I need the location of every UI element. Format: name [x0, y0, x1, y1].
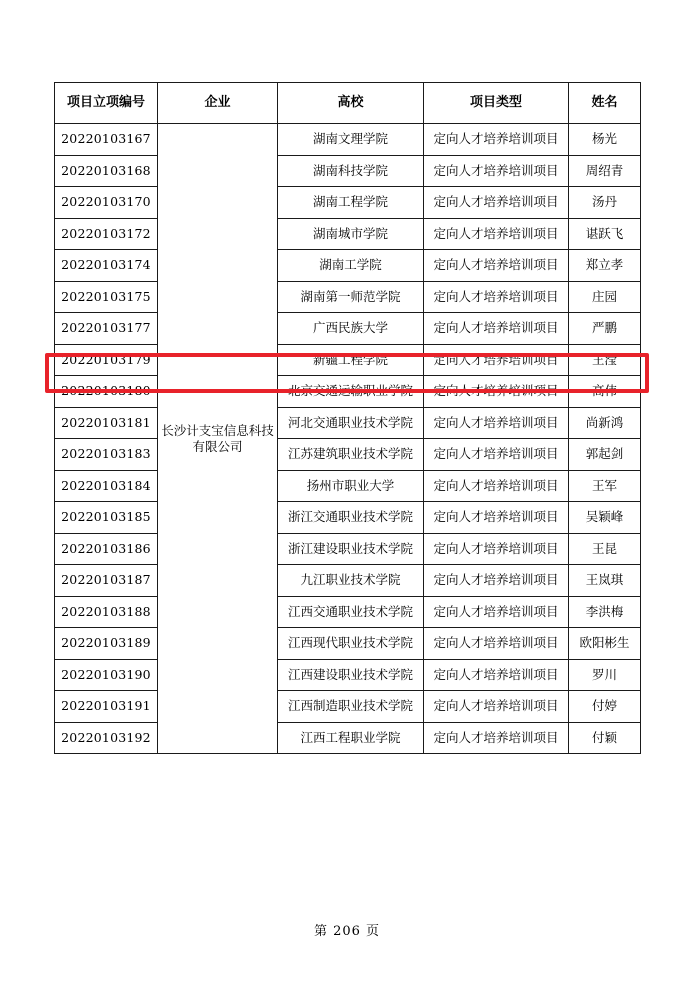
cell-project-id: 20220103175 [55, 281, 158, 313]
cell-university: 江西制造职业技术学院 [278, 691, 424, 723]
cell-project-id: 20220103170 [55, 187, 158, 219]
table-row [55, 596, 641, 628]
cell-project-id: 20220103181 [55, 407, 158, 439]
cell-name: 郑立孝 [569, 250, 641, 282]
cell-project-type: 定向人才培养培训项目 [424, 533, 569, 565]
cell-project-type: 定向人才培养培训项目 [424, 439, 569, 471]
cell-university: 江苏建筑职业技术学院 [278, 439, 424, 471]
table-row [55, 659, 641, 691]
project-table-container [54, 82, 640, 754]
table-row [55, 250, 641, 282]
table-row-highlighted [55, 313, 641, 345]
cell-name: 严鹏 [569, 313, 641, 345]
cell-project-id: 20220103185 [55, 502, 158, 534]
cell-university: 浙江交通职业技术学院 [278, 502, 424, 534]
table-row [55, 691, 641, 723]
cell-project-id: 20220103174 [55, 250, 158, 282]
cell-university: 江西现代职业技术学院 [278, 628, 424, 660]
cell-project-id: 20220103192 [55, 722, 158, 754]
cell-university: 北京交通运输职业学院 [278, 376, 424, 408]
column-header-project-type: 项目类型 [424, 83, 569, 124]
cell-project-type: 定向人才培养培训项目 [424, 281, 569, 313]
cell-project-type: 定向人才培养培训项目 [424, 565, 569, 597]
cell-project-id: 20220103167 [55, 124, 158, 156]
table-row [55, 218, 641, 250]
cell-university: 湖南科技学院 [278, 155, 424, 187]
table-row [55, 470, 641, 502]
table-row [55, 439, 641, 471]
cell-project-id: 20220103172 [55, 218, 158, 250]
table-row [55, 124, 641, 156]
cell-project-id: 20220103184 [55, 470, 158, 502]
cell-university: 河北交通职业技术学院 [278, 407, 424, 439]
cell-university: 九江职业技术学院 [278, 565, 424, 597]
cell-project-type: 定向人才培养培训项目 [424, 596, 569, 628]
cell-project-id: 20220103179 [55, 344, 158, 376]
cell-enterprise-merged: 长沙计支宝信息科技有限公司 [158, 124, 278, 754]
cell-name: 吴颖峰 [569, 502, 641, 534]
cell-name: 王滢 [569, 344, 641, 376]
cell-name: 谌跃飞 [569, 218, 641, 250]
cell-project-type: 定向人才培养培训项目 [424, 250, 569, 282]
cell-name: 杨光 [569, 124, 641, 156]
cell-university: 江西工程职业学院 [278, 722, 424, 754]
cell-name: 郭起剑 [569, 439, 641, 471]
cell-name: 高伟 [569, 376, 641, 408]
cell-project-type: 定向人才培养培训项目 [424, 124, 569, 156]
cell-project-type: 定向人才培养培训项目 [424, 218, 569, 250]
cell-project-id: 20220103191 [55, 691, 158, 723]
cell-project-id: 20220103190 [55, 659, 158, 691]
cell-name: 庄园 [569, 281, 641, 313]
project-table [54, 82, 641, 754]
table-row [55, 722, 641, 754]
cell-name: 王军 [569, 470, 641, 502]
cell-project-type: 定向人才培养培训项目 [424, 187, 569, 219]
table-row [55, 628, 641, 660]
cell-project-id: 20220103177 [55, 313, 158, 345]
cell-project-id: 20220103168 [55, 155, 158, 187]
column-header-project-id: 项目立项编号 [55, 83, 158, 124]
cell-project-type: 定向人才培养培训项目 [424, 470, 569, 502]
column-header-enterprise: 企业 [158, 83, 278, 124]
table-row [55, 344, 641, 376]
cell-university: 广西民族大学 [278, 313, 424, 345]
table-header-row [55, 83, 641, 124]
table-row [55, 502, 641, 534]
cell-university: 扬州市职业大学 [278, 470, 424, 502]
cell-university: 湖南工学院 [278, 250, 424, 282]
cell-project-type: 定向人才培养培训项目 [424, 502, 569, 534]
cell-name: 周绍青 [569, 155, 641, 187]
cell-university: 新疆工程学院 [278, 344, 424, 376]
cell-project-type: 定向人才培养培训项目 [424, 691, 569, 723]
cell-name: 罗川 [569, 659, 641, 691]
cell-project-type: 定向人才培养培训项目 [424, 344, 569, 376]
column-header-university: 高校 [278, 83, 424, 124]
cell-project-id: 20220103186 [55, 533, 158, 565]
cell-project-id: 20220103188 [55, 596, 158, 628]
cell-university: 湖南第一师范学院 [278, 281, 424, 313]
cell-university: 湖南工程学院 [278, 187, 424, 219]
table-row [55, 407, 641, 439]
table-row [55, 376, 641, 408]
cell-name: 欧阳彬生 [569, 628, 641, 660]
cell-name: 王昆 [569, 533, 641, 565]
table-row [55, 155, 641, 187]
cell-name: 王岚琪 [569, 565, 641, 597]
cell-name: 付婷 [569, 691, 641, 723]
cell-university: 湖南文理学院 [278, 124, 424, 156]
cell-university: 湖南城市学院 [278, 218, 424, 250]
cell-name: 汤丹 [569, 187, 641, 219]
cell-project-type: 定向人才培养培训项目 [424, 407, 569, 439]
cell-name: 李洪梅 [569, 596, 641, 628]
page-footer: 第 206 页 [313, 924, 381, 939]
cell-project-type: 定向人才培养培训项目 [424, 659, 569, 691]
cell-university: 浙江建设职业技术学院 [278, 533, 424, 565]
cell-project-type: 定向人才培养培训项目 [424, 722, 569, 754]
table-row [55, 187, 641, 219]
cell-university: 江西交通职业技术学院 [278, 596, 424, 628]
cell-project-type: 定向人才培养培训项目 [424, 155, 569, 187]
table-row [55, 281, 641, 313]
column-header-name: 姓名 [569, 83, 641, 124]
cell-project-type: 定向人才培养培训项目 [424, 313, 569, 345]
cell-name: 付颖 [569, 722, 641, 754]
cell-project-id: 20220103180 [55, 376, 158, 408]
cell-project-type: 定向人才培养培训项目 [424, 376, 569, 408]
cell-university: 江西建设职业技术学院 [278, 659, 424, 691]
table-row [55, 565, 641, 597]
cell-project-id: 20220103189 [55, 628, 158, 660]
table-header [55, 83, 641, 124]
table-row [55, 533, 641, 565]
cell-name: 尚新鸿 [569, 407, 641, 439]
cell-project-id: 20220103183 [55, 439, 158, 471]
table-body [55, 124, 641, 754]
cell-project-type: 定向人才培养培训项目 [424, 628, 569, 660]
cell-project-id: 20220103187 [55, 565, 158, 597]
